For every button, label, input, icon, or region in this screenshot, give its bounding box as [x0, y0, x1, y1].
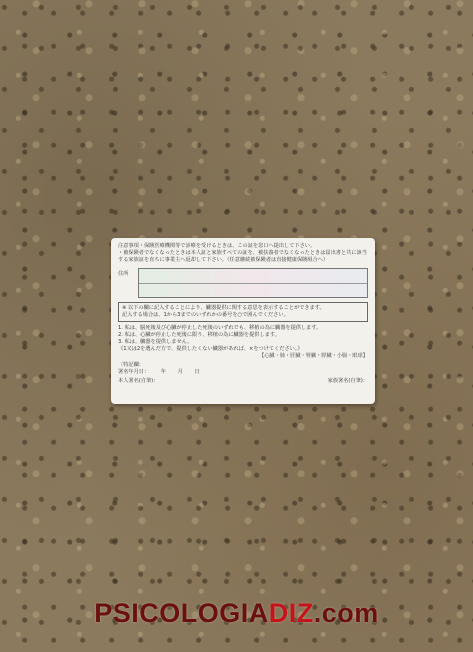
date-label: 署名年月日： — [118, 369, 150, 376]
special-notes-label: 〔特記欄： — [118, 362, 144, 369]
month-label: 月 — [177, 369, 183, 376]
address-label: 住所 — [118, 271, 129, 278]
self-signature-label: 本人署名(自筆)： — [118, 378, 159, 385]
organ-list: 【心臓・肺・肝臓・腎臓・膵臓・小腸・眼球】 — [259, 353, 368, 360]
year-label: 年 — [160, 369, 166, 376]
address-row — [118, 268, 368, 298]
watermark-part3: .com — [313, 598, 379, 628]
organ-donation-notice: ※ 以下の欄に記入することにより、臓器提供に関する意思を表示することができます。 記入する場合は、1から3までのいずれかの番号を○で囲んでください。 — [118, 302, 368, 322]
address-box — [138, 268, 368, 298]
card-notes: 注意事項・保険医療機関等で診療を受けるときは、この証を窓口へ提出して下さい。 ・被保険者でなくなったときは本人証と家族すべての証を、被扶養者でなくなったときは届出書と共に該当する家族証を直ちに事業主へ返却して下さい。（任意継続被保険者は直接健康保険組合へ） — [118, 243, 367, 264]
site-watermark — [0, 598, 473, 629]
day-label: 日 — [194, 369, 200, 376]
family-signature-label: 家族署名(自筆)： — [327, 378, 368, 385]
watermark-part2: DIZ — [268, 598, 314, 628]
organ-donation-options: 1. 私は、脳死後及び心臓が停止した死後のいずれでも、移植の為に臓器を提供します。 2. 私は、心臓が停止した死後に限り、移植の為に臓器を提供します。 3. 私は、臓器を提供しません。 《1又は2を選んだ方で、提供したくない臓器があれば、×をつけてください。》 — [118, 325, 322, 353]
watermark-part1: PSICOLOGIA — [94, 598, 269, 628]
signature-row — [118, 378, 368, 385]
signature-date-row — [118, 369, 368, 376]
insurance-card — [111, 238, 375, 404]
